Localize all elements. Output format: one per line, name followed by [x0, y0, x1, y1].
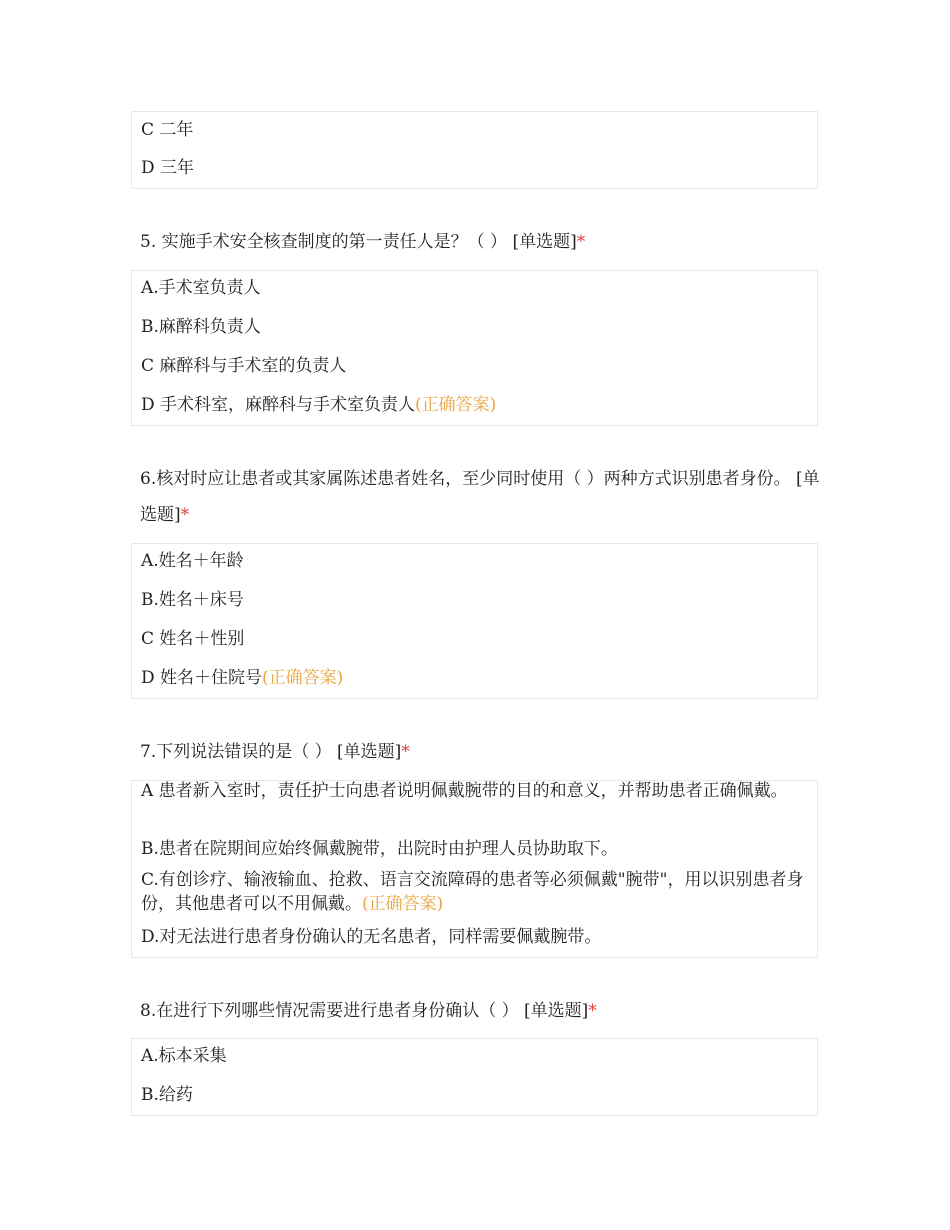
option-text: D 手术科室，麻醉科与手术室负责人 [141, 395, 416, 415]
option-d[interactable]: D 三年 [141, 158, 195, 178]
question-type-tag: [单选题] [337, 742, 402, 762]
question-type-tag: [单选题] [524, 1001, 589, 1021]
question-7-title [140, 741, 410, 763]
option-a[interactable]: A 患者新入室时，责任护士向患者说明佩戴腕带的目的和意义，并帮助患者正确佩戴。 [141, 781, 788, 801]
question-5-title [140, 231, 585, 253]
correct-answer-tag: (正确答案) [415, 395, 497, 415]
required-star: * [576, 232, 586, 252]
option-c[interactable] [141, 868, 811, 916]
option-b[interactable]: B.姓名＋床号 [141, 590, 244, 610]
question-6-options [131, 543, 818, 699]
question-8-title [140, 1000, 597, 1022]
option-b[interactable]: B.患者在院期间应始终佩戴腕带，出院时由护理人员协助取下。 [141, 839, 618, 859]
option-b[interactable]: B.麻醉科负责人 [141, 317, 261, 337]
question-type-tag: [单选题] [512, 232, 577, 252]
option-a[interactable]: A.姓名＋年龄 [141, 551, 244, 571]
option-text: C.有创诊疗、输液输血、抢救、语言交流障碍的患者等必须佩戴"腕带"，用以识别患者身份，其他患者可以不用佩戴。 [141, 870, 804, 914]
option-d[interactable] [141, 395, 496, 415]
question-7-options [131, 780, 818, 958]
question-8-options [131, 1038, 818, 1116]
option-c[interactable]: C 姓名＋性别 [141, 629, 245, 649]
option-b[interactable]: B.给药 [141, 1085, 193, 1105]
correct-answer-tag: (正确答案) [362, 894, 444, 914]
option-d[interactable]: D.对无法进行患者身份确认的无名患者，同样需要佩戴腕带。 [141, 927, 602, 947]
required-star: * [588, 1001, 597, 1021]
question-text: 7.下列说法错误的是（ ） [140, 742, 332, 762]
required-star: * [180, 505, 190, 525]
question-4-options [131, 111, 818, 189]
question-5-options [131, 270, 818, 426]
question-type-tag: [单选题] [140, 469, 820, 525]
question-text: 6.核对时应让患者或其家属陈述患者姓名，至少同时使用（ ）两种方式识别患者身份。 [140, 469, 791, 489]
option-c[interactable]: C 麻醉科与手术室的负责人 [141, 356, 347, 376]
option-a[interactable]: A.标本采集 [141, 1046, 227, 1066]
option-d[interactable] [141, 668, 343, 688]
question-text: 5. 实施手术安全核查制度的第一责任人是？（ ） [140, 232, 508, 252]
option-c[interactable]: C 二年 [141, 120, 194, 140]
option-text: D 姓名＋住院号 [141, 668, 263, 688]
option-a[interactable]: A.手术室负责人 [141, 278, 261, 298]
required-star: * [401, 742, 410, 762]
question-6-title [140, 461, 820, 533]
question-text: 8.在进行下列哪些情况需要进行患者身份确认（ ） [140, 1001, 519, 1021]
correct-answer-tag: (正确答案) [262, 668, 344, 688]
